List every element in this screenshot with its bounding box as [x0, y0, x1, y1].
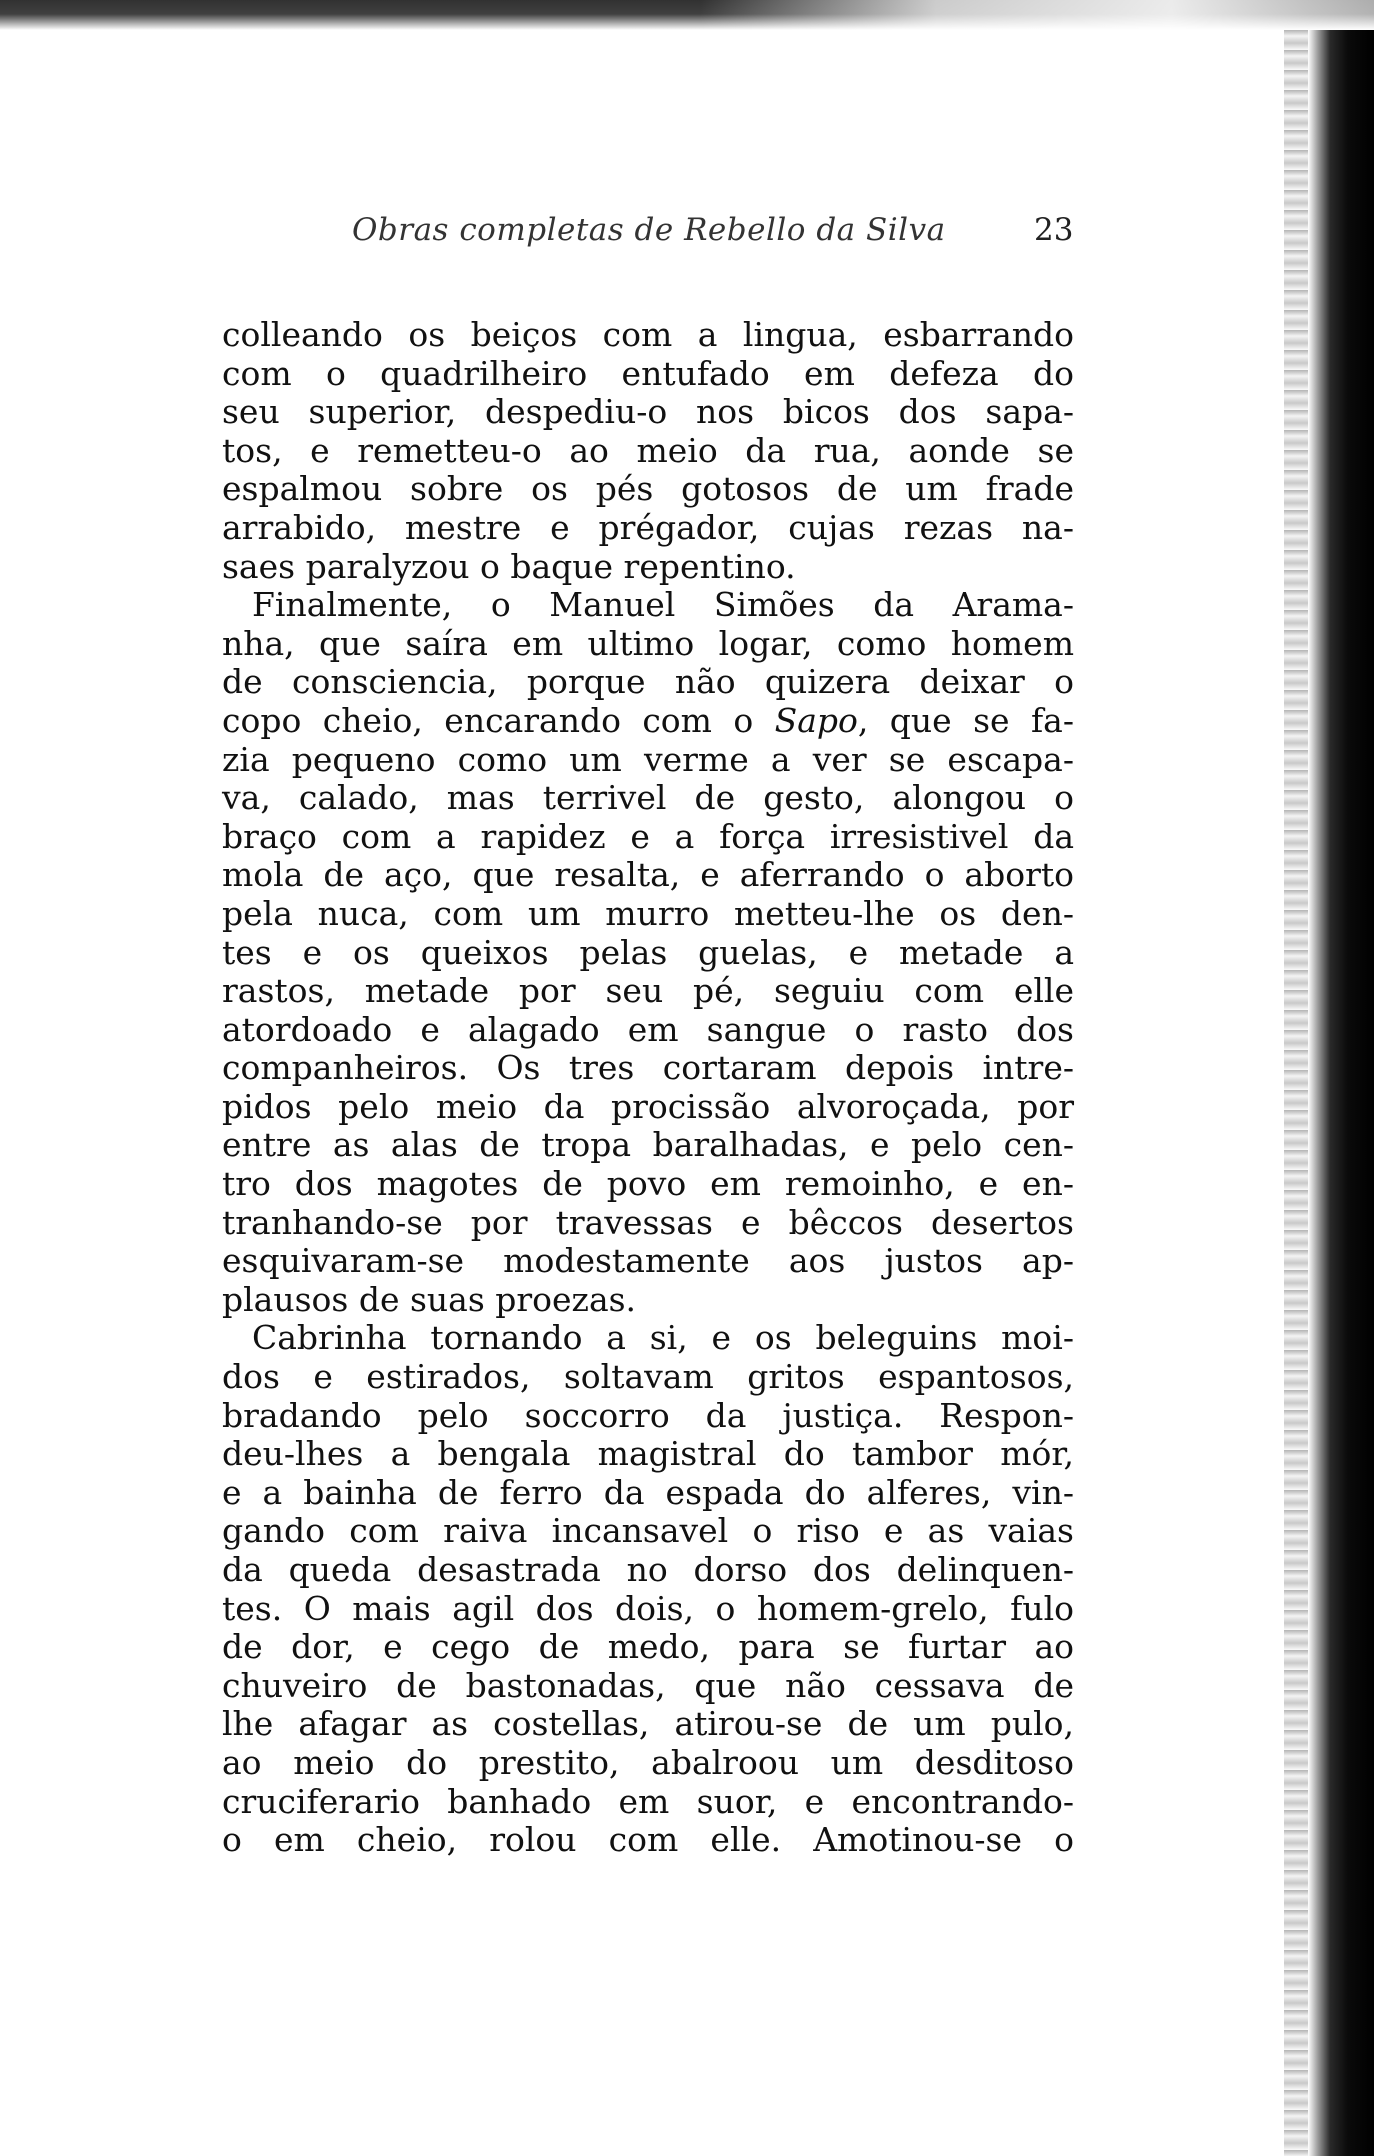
text-line: plausos de suas proezas.: [222, 1279, 637, 1319]
text-line: bradando pelo soccorro da justiça. Respon-: [222, 1395, 1074, 1435]
text-line: arrabido, mestre e prégador, cujas rezas na-: [222, 507, 1074, 547]
text-line: de consciencia, porque não quizera deixar o: [222, 662, 1074, 702]
text-line: o em cheio, rolou com elle. Amotinou-se o: [222, 1820, 1074, 1860]
text-line: de dor, e cego de medo, para se furtar ao: [222, 1627, 1074, 1667]
text-line: dos e estirados, soltavam gritos espantosos,: [222, 1357, 1074, 1397]
text-line: nha, que saíra em ultimo logar, como homem: [222, 623, 1074, 663]
text-line: zia pequeno como um verme a ver se escapa-: [222, 739, 1074, 779]
text-line: gando com raiva incansavel o riso e as vaias: [222, 1511, 1074, 1551]
text-line: entre as alas de tropa baralhadas, e pelo cen-: [222, 1125, 1074, 1165]
text-line: mola de aço, que resalta, e aferrando o aborto: [222, 855, 1074, 895]
text-line: tes e os queixos pelas guelas, e metade a: [222, 932, 1074, 972]
text-line: tos, e remetteu-o ao meio da rua, aonde se: [222, 430, 1074, 470]
page-number: 23: [1034, 212, 1074, 248]
text-line: companheiros. Os tres cortaram depois intre-: [222, 1048, 1074, 1088]
text-line: Finalmente, o Manuel Simões da Arama-: [252, 585, 1074, 625]
text-line: deu-lhes a bengala magistral do tambor mór,: [222, 1434, 1074, 1474]
text-line: e a bainha de ferro da espada do alferes, vin-: [222, 1472, 1074, 1512]
text-line: com o quadrilheiro entufado em defeza do: [222, 353, 1074, 393]
text-line: va, calado, mas terrivel de gesto, alongou o: [222, 778, 1074, 818]
text-line: chuveiro de bastonadas, que não cessava de: [222, 1665, 1074, 1705]
text-line: seu superior, despediu-o nos bicos dos sapa-: [222, 392, 1074, 432]
text-line: esquivaram-se modestamente aos justos ap-: [222, 1241, 1074, 1281]
text-line: Cabrinha tornando a si, e os beleguins moi-: [252, 1318, 1074, 1358]
text-line: saes paralyzou o baque repentino.: [222, 546, 796, 586]
scan-top-edge-fade: [700, 0, 1374, 30]
text-line: pidos pelo meio da procissão alvoroçada, por: [222, 1086, 1074, 1126]
text-line: cruciferario banhado em suor, e encontrando-: [222, 1781, 1074, 1821]
text-line: colleando os beiços com a lingua, esbarrando: [222, 315, 1074, 354]
scan-binding-shadow: [1284, 30, 1308, 2156]
text-line: ao meio do prestito, abalroou um desditoso: [222, 1742, 1074, 1782]
text-line: tro dos magotes de povo em remoinho, e en-: [222, 1164, 1074, 1204]
text-line: lhe afagar as costellas, atirou-se de um pulo,: [222, 1704, 1074, 1744]
body-text: [222, 316, 1074, 1860]
text-line: rastos, metade por seu pé, seguiu com elle: [222, 971, 1074, 1011]
running-title: Obras completas de Rebello da Silva: [352, 212, 946, 248]
text-line: da queda desastrada no dorso dos delinquen-: [222, 1550, 1074, 1589]
text-line: braço com a rapidez e a força irresistivel da: [222, 816, 1074, 856]
scan-right-edge: [1308, 30, 1374, 2156]
text-line: atordoado e alagado em sangue o rasto dos: [222, 1009, 1074, 1049]
text-line: tranhando-se por travessas e bêccos desertos: [222, 1202, 1074, 1242]
text-line: copo cheio, encarando com o Sapo, que se fa-: [222, 700, 1074, 740]
text-line: tes. O mais agil dos dois, o homem-grelo, fulo: [222, 1588, 1074, 1628]
text-line: espalmou sobre os pés gotosos de um frade: [222, 469, 1074, 509]
text-line: pela nuca, com um murro metteu-lhe os den-: [222, 893, 1074, 933]
